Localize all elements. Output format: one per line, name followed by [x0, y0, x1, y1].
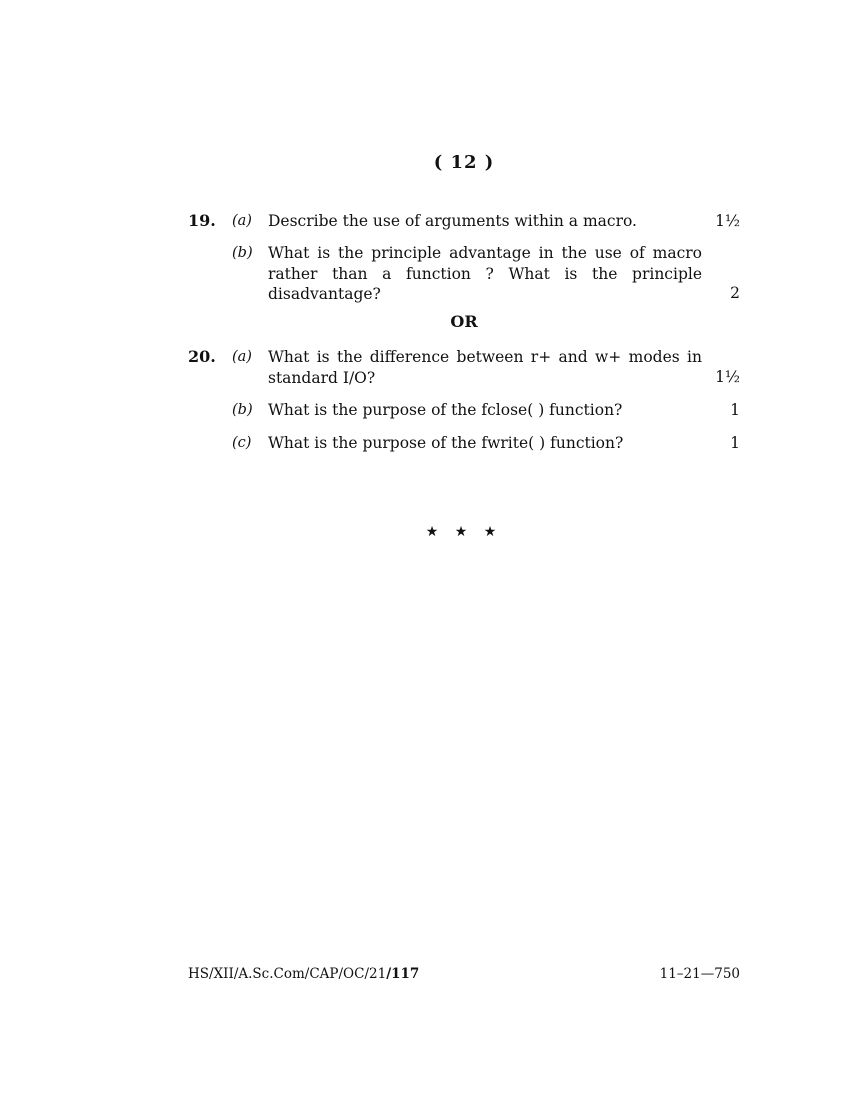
end-of-paper-stars: ★ ★ ★ — [425, 524, 503, 540]
part-label: (b) — [232, 402, 253, 418]
part-marks: 1 — [730, 401, 740, 419]
part-label: (a) — [232, 349, 252, 365]
paper-code-suffix: /117 — [386, 966, 420, 982]
paper-code-prefix: HS/XII/A.Sc.Com/CAP/OC/21 — [188, 966, 387, 982]
part-text: What is the principle advantage in the use of macro rather than a function ? What is the principle disadvantage? — [268, 244, 702, 303]
page-number: ( 12 ) — [433, 152, 495, 173]
part-marks: 2 — [730, 284, 740, 302]
question-number: 19. — [188, 211, 216, 230]
part-marks: 1½ — [715, 212, 740, 230]
part-text: Describe the use of arguments within a macro. — [268, 212, 637, 230]
paper-code — [188, 966, 419, 982]
part-marks: 1½ — [715, 368, 740, 386]
part-label: (a) — [232, 213, 252, 229]
print-code: 11–21—750 — [659, 966, 740, 982]
part-label: (b) — [232, 245, 253, 261]
or-separator: OR — [450, 312, 478, 331]
part-text: What is the purpose of the fwrite( ) function? — [268, 434, 624, 452]
question-number: 20. — [188, 347, 216, 366]
part-text: What is the purpose of the fclose( ) function? — [268, 401, 623, 419]
part-marks: 1 — [730, 434, 740, 452]
part-text: What is the difference between r+ and w+ modes in standard I/O? — [268, 348, 702, 387]
part-label: (c) — [232, 435, 252, 451]
